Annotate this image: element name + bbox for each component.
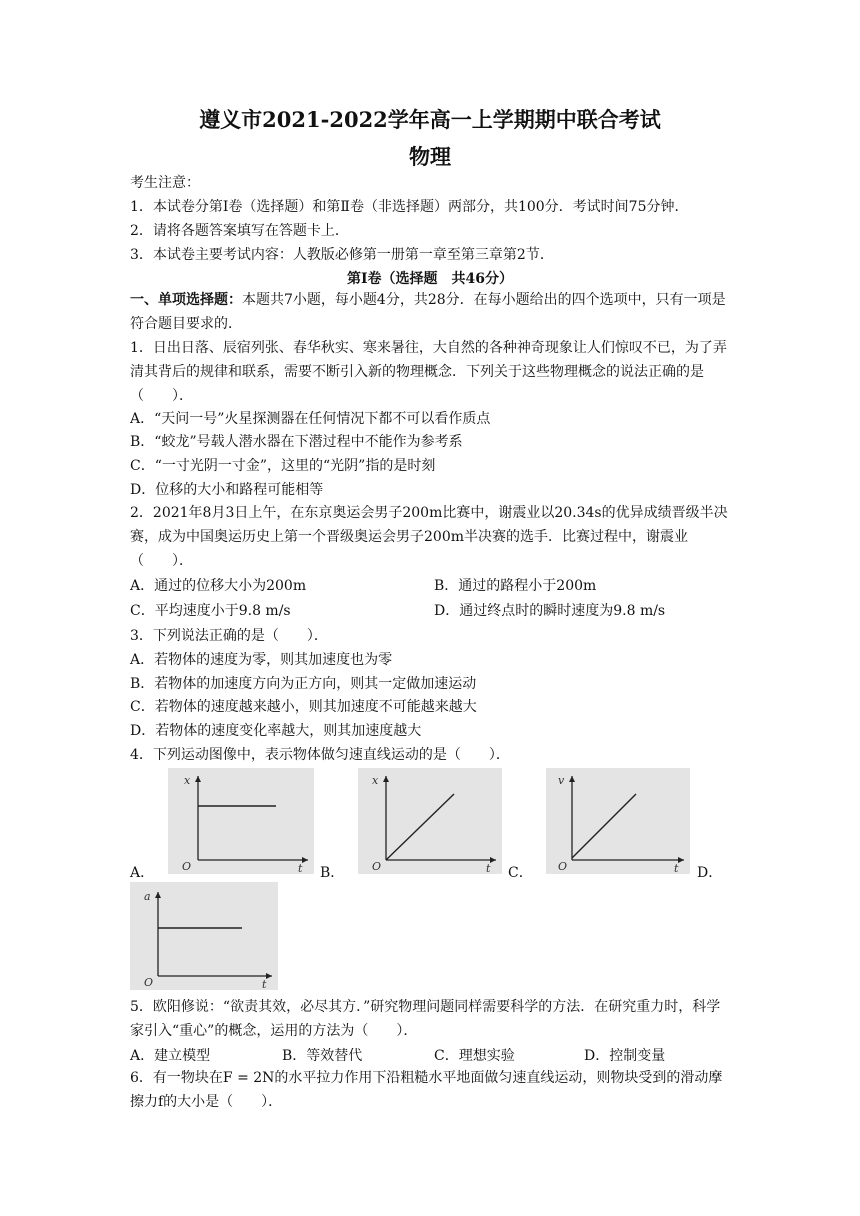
subject-title: 物理: [409, 144, 451, 169]
notice-item: 1．本试卷分第Ⅰ卷（选择题）和第Ⅱ卷（非选择题）两部分，共100分．考试时间75分钟．: [130, 199, 689, 215]
q5-option-b: B．等效替代: [282, 1048, 363, 1064]
svg-text:O: O: [144, 976, 154, 989]
question-6-stem: 6．有一物块在F = 2N的水平拉力作用下沿粗糙水平地面做匀速直线运动，则物块受到的滑动摩擦力f的大小是（ ）．: [130, 1070, 723, 1110]
svg-text:v: v: [558, 774, 565, 787]
svg-text:x: x: [184, 774, 191, 787]
question-2-stem: 2．2021年8月3日上午，在东京奥运会男子200m比赛中，谢震业以20.34s的优异成绩晋级半决赛，成为中国奥运历史上第一个晋级奥运会男子200m半决赛的选手．比赛过程中，谢震业（ ）．: [130, 505, 728, 569]
q3-option-b: B．若物体的加速度方向为正方向，则其一定做加速运动: [130, 676, 477, 692]
question-3-stem: 3．下列说法正确的是（ ）．: [130, 628, 328, 644]
q1-option-c: C．“一寸光阴一寸金”，这里的“光阴”指的是时刻: [130, 458, 436, 474]
svg-text:x: x: [372, 774, 379, 787]
q2-option-b: B．通过的路程小于200m: [434, 578, 597, 594]
q3-option-c: C．若物体的速度越来越小，则其加速度不可能越来越大: [130, 699, 477, 715]
svg-text:t: t: [486, 862, 491, 874]
notice-heading: 考生注意：: [130, 175, 200, 191]
q4-option-a-label: A．: [130, 865, 155, 881]
q4-option-b-label: B．: [320, 865, 345, 881]
svg-text:O: O: [558, 860, 568, 873]
notice-item: 3．本试卷主要考试内容：人教版必修第一册第一章至第三章第2节．: [130, 247, 554, 263]
a-t-horizontal-graph-icon: [130, 882, 278, 990]
svg-text:t: t: [674, 862, 679, 874]
x-t-rising-graph-icon: [358, 768, 502, 874]
v-t-rising-graph-icon: [546, 768, 690, 874]
question-1-stem: 1．日出日落、辰宿列张、春华秋实、寒来暑往，大自然的各种神奇现象让人们惊叹不已，为了弄清其背后的规律和联系，需要不断引入新的物理概念．下列关于这些物理概念的说法正确的是（ ）．: [130, 340, 727, 404]
svg-text:t: t: [262, 978, 267, 990]
part-text: 本题共7小题，每小题4分，共28分．在每小题给出的四个选项中，只有一项是符合题目要求的．: [130, 292, 726, 332]
q4-option-c-label: C．: [508, 865, 533, 881]
q5-option-c: C．理想实验: [434, 1048, 515, 1064]
q5-option-d: D．控制变量: [584, 1048, 666, 1064]
x-t-horizontal-graph-icon: [168, 768, 314, 874]
question-4-stem: 4．下列运动图像中，表示物体做匀速直线运动的是（ ）．: [130, 747, 510, 763]
q2-option-c: C．平均速度小于9.8 m/s: [130, 603, 291, 619]
part-instructions: [130, 288, 732, 336]
q1-option-d: D．位移的大小和路程可能相等: [130, 482, 324, 498]
section-title: 第Ⅰ卷（选择题 共46分）: [346, 271, 514, 287]
q2-option-a: A．通过的位移大小为200m: [130, 578, 307, 594]
q5-option-a: A．建立模型: [130, 1048, 211, 1064]
svg-text:a: a: [144, 890, 151, 903]
svg-text:t: t: [298, 862, 303, 874]
q2-option-d: D．通过终点时的瞬时速度为9.8 m/s: [434, 603, 666, 619]
q3-option-d: D．若物体的速度变化率越大，则其加速度越大: [130, 723, 422, 739]
q1-option-a: A．“天问一号”火星探测器在任何情况下都不可以看作质点: [130, 411, 491, 427]
question-5-stem: 5．欧阳修说：“欲责其效，必尽其方．”研究物理问题同样需要科学的方法．在研究重力时，科学家引入“重心”的概念，运用的方法为（ ）．: [130, 999, 721, 1039]
q3-option-a: A．若物体的速度为零，则其加速度也为零: [130, 652, 393, 668]
notice-item: 2．请将各题答案填写在答题卡上．: [130, 223, 349, 239]
q1-option-b: B．“蛟龙”号载人潜水器在下潜过程中不能作为参考系: [130, 434, 463, 450]
svg-text:O: O: [372, 860, 382, 873]
q4-option-d-label: D．: [697, 865, 723, 881]
part-label: 一、单项选择题：: [130, 292, 242, 308]
svg-text:O: O: [182, 860, 192, 873]
exam-title: 遵义市2021-2022学年高一上学期期中联合考试: [199, 107, 661, 132]
